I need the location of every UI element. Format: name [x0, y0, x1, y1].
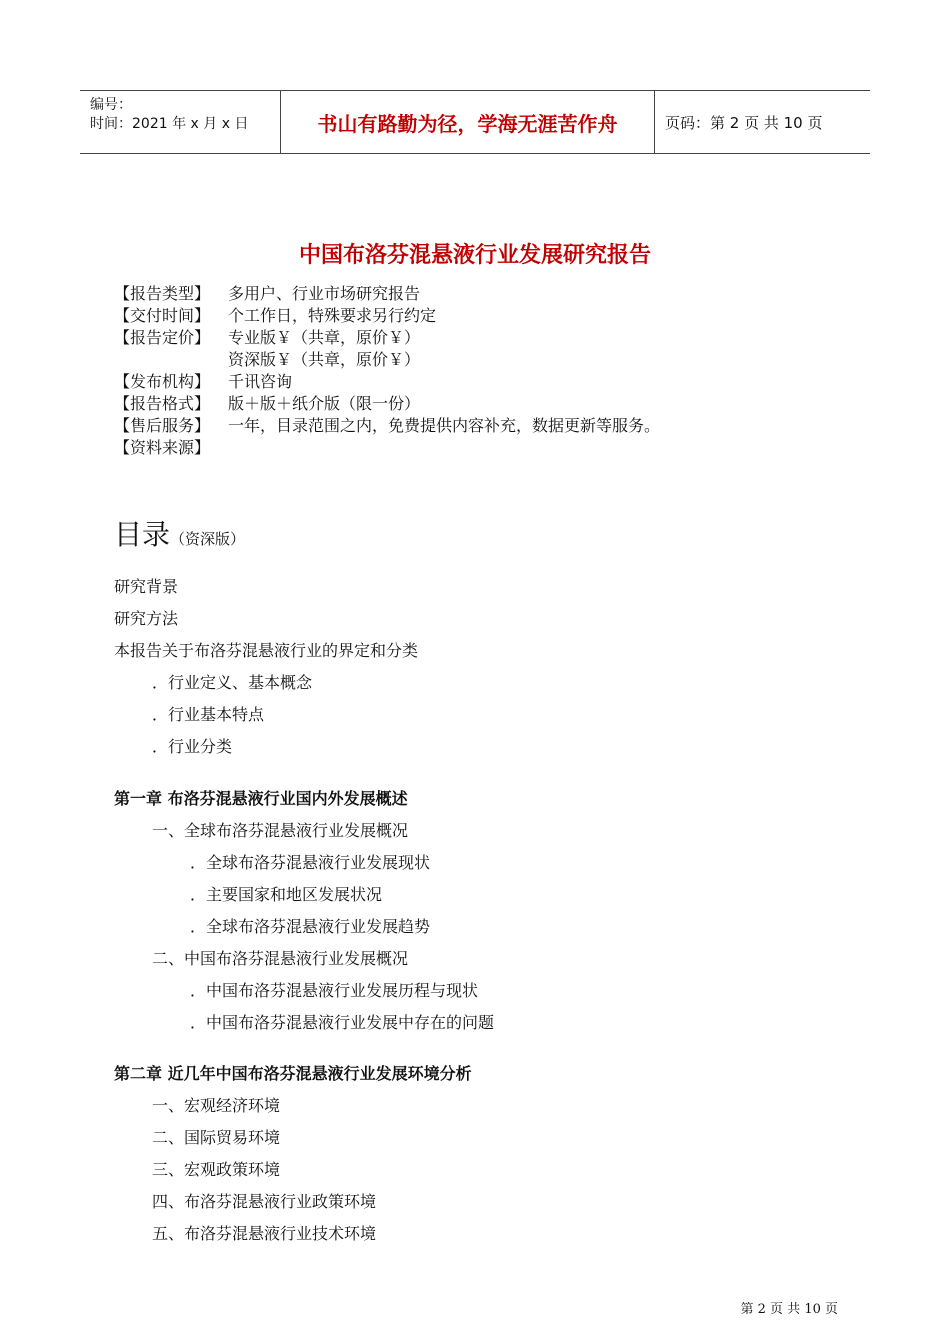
- info-value: 多用户、行业市场研究报告: [228, 284, 421, 303]
- toc-item: ．全球布洛芬混悬液行业发展趋势: [190, 917, 431, 936]
- info-key: 【发布机构】: [114, 372, 211, 391]
- info-value: 资深版￥（共章，原价￥）: [228, 350, 421, 369]
- toc-item: ．中国布洛芬混悬液行业发展历程与现状: [190, 981, 479, 1000]
- info-row: [114, 415, 660, 437]
- info-key: 【售后服务】: [114, 416, 211, 435]
- toc-edition: （资深版）: [170, 530, 246, 548]
- report-info: [114, 283, 660, 459]
- toc-item: 本报告关于布洛芬混悬液行业的界定和分类: [114, 641, 419, 660]
- info-key: 【交付时间】: [114, 306, 211, 325]
- time-label: 时间：2021 年 x 月 x 日: [90, 116, 249, 132]
- info-row: [114, 393, 660, 415]
- toc-chapter: 第一章 布洛芬混悬液行业国内外发展概述: [114, 789, 408, 808]
- toc-item: ．主要国家和地区发展状况: [190, 885, 383, 904]
- page-footer: 第 2 页 共 10 页: [740, 1302, 838, 1317]
- number-label: 编号：: [90, 97, 132, 113]
- toc-item: 三、宏观政策环境: [152, 1160, 281, 1179]
- toc-item: 五、布洛芬混悬液行业技术环境: [152, 1224, 377, 1243]
- toc-item: 二、中国布洛芬混悬液行业发展概况: [152, 949, 409, 968]
- toc-item: ．全球布洛芬混悬液行业发展现状: [190, 853, 431, 872]
- toc-item: 二、国际贸易环境: [152, 1128, 281, 1147]
- info-value: 专业版￥（共章，原价￥）: [228, 328, 421, 347]
- info-value: 一年，目录范围之内，免费提供内容补充，数据更新等服务。: [228, 416, 661, 435]
- info-key: 【报告定价】: [114, 328, 211, 347]
- info-value: 版＋版＋纸介版（限一份）: [228, 394, 421, 413]
- toc-item: 研究方法: [114, 609, 179, 628]
- toc-chapter: 第二章 近几年中国布洛芬混悬液行业发展环境分析: [114, 1064, 472, 1083]
- toc-item: 四、布洛芬混悬液行业政策环境: [152, 1192, 377, 1211]
- info-value: 千讯咨询: [228, 372, 293, 391]
- report-title: 中国布洛芬混悬液行业发展研究报告: [298, 243, 651, 268]
- toc-item: ．行业定义、基本概念: [152, 673, 313, 692]
- info-key: 【报告格式】: [114, 394, 211, 413]
- info-row: [114, 371, 660, 393]
- toc-title: 目录: [114, 518, 171, 551]
- toc-item: 研究背景: [114, 577, 179, 596]
- header-motto: 书山有路勤为径，学海无涯苦作舟: [281, 91, 655, 153]
- info-value: 个工作日，特殊要求另行约定: [228, 306, 437, 325]
- info-row: [114, 437, 660, 459]
- toc-item: ．行业分类: [152, 737, 233, 756]
- info-row: [114, 327, 660, 349]
- toc-item: 一、宏观经济环境: [152, 1096, 281, 1115]
- info-key: 【资料来源】: [114, 438, 211, 457]
- toc-item: ．中国布洛芬混悬液行业发展中存在的问题: [190, 1013, 495, 1032]
- info-key: 【报告类型】: [114, 284, 211, 303]
- header-page-label: 页码：第 2 页 共 10 页: [665, 113, 823, 132]
- info-row: [114, 305, 660, 327]
- info-row: [114, 349, 660, 371]
- toc-heading: [114, 513, 245, 553]
- page-header: [80, 90, 870, 154]
- toc-item: ．行业基本特点: [152, 705, 265, 724]
- toc-item: 一、全球布洛芬混悬液行业发展概况: [152, 821, 409, 840]
- header-meta-cell: [80, 91, 281, 153]
- info-row: [114, 283, 660, 305]
